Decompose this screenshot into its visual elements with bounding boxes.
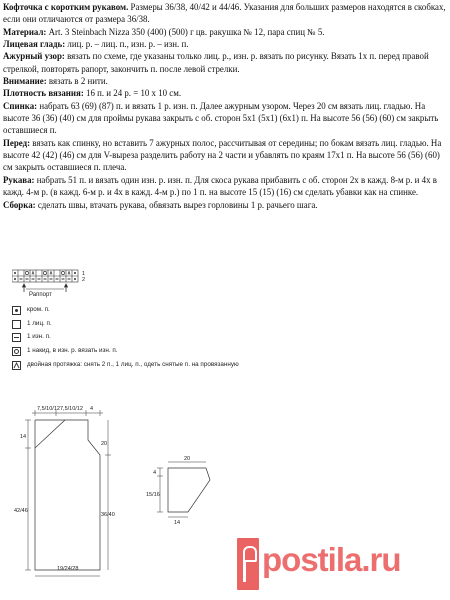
back-heading: Спинка: <box>3 100 38 111</box>
postila-logo-icon <box>237 538 259 590</box>
legend-label: кром. п. <box>27 306 50 313</box>
legend-double-decrease <box>12 361 292 370</box>
paragraph-gauge <box>3 87 447 99</box>
dash-in-square-icon <box>12 333 21 342</box>
repeat-label: Раппорт <box>29 292 52 298</box>
gauge-text: 16 п. и 24 р. = 10 х 10 см. <box>83 88 182 99</box>
paragraph-front <box>3 137 447 174</box>
paragraph-lace <box>3 50 447 75</box>
sleeve-top-measure: 20 <box>184 456 191 462</box>
legend-knit-stitch <box>12 320 52 329</box>
front-heading: Перед: <box>3 137 31 148</box>
legend-label: 1 лиц. п. <box>27 320 52 327</box>
paragraph-material <box>3 26 447 38</box>
row-number-1: 1 <box>82 271 86 277</box>
assembly-heading: Сборка: <box>3 199 36 210</box>
legend-label: двойная протяжка: снять 2 п., 1 лиц. п., одеть снятые п. на провязанную <box>27 361 239 368</box>
sleeve-small-measure: 4 <box>153 470 157 476</box>
assembly-text: сделать швы, втачать рукава, обвязать вырез горловины 1 р. рачьего шага. <box>35 199 318 210</box>
lace-chart <box>12 268 92 302</box>
stockinette-heading: Лицевая гладь: <box>3 39 66 50</box>
sleeve-outline <box>168 468 210 512</box>
paragraph-sleeves <box>3 174 447 199</box>
attention-text: вязать в 2 нити. <box>46 76 108 87</box>
left-top-measure: 14 <box>20 434 27 440</box>
left-total-measure: 42/46 <box>14 508 28 514</box>
watermark-text: postila.ru <box>262 541 401 578</box>
sleeve-left-measure: 15/16 <box>146 492 160 498</box>
top-measure-2: 7,5/10/12 <box>60 406 83 412</box>
lace-text: вязать по схеме, где указаны только лиц. р., изн. р. вязать по рисунку. Вязать 1х п. перед правой стрелкой, повторять рапорт, закончить п. после левой стрелки. <box>3 51 429 74</box>
circle-in-square-icon <box>12 347 21 356</box>
right-top-measure: 20 <box>101 441 108 447</box>
legend-label: 1 изн. п. <box>27 333 51 340</box>
repeat-arrows <box>23 284 68 292</box>
sleeves-text: набрать 51 п. и вязать один изн. р. изн. п. Для скоса рукава прибавить с об. сторон 2х в кажд. 8-м р. и 4х в кажд. 4-м р. (в кажд. 6-м р. и 4х в кажд. 4-м р.) по 1 п. на высоте 15 (15) (16) см сделать убавки как на спинке. <box>3 174 437 198</box>
bottom-measure: 19/24/28 <box>57 566 79 572</box>
row-number-2: 2 <box>82 277 86 283</box>
lace-heading: Ажурный узор: <box>3 51 65 62</box>
dot-in-square-icon <box>12 306 21 315</box>
right-total-measure: 36/40 <box>101 512 115 518</box>
back-text: набрать 63 (69) (87) п. и вязать 1 р. изн. п. Далее ажурным узором. Через 20 см вязать лиц. гладью. На высоте 36 (36) (40) см для проймы рукава закрыть с об. сторон 5х1 (5х1) (6х1) п. На высоте 56 (56) (60) см закрыть оставшиеся п. <box>3 100 439 136</box>
chart-grid <box>12 270 78 282</box>
material-heading: Материал: <box>3 26 47 37</box>
title-heading: Кофточка с коротким рукавом. <box>3 2 129 12</box>
top-measure-3: 4 <box>90 406 94 412</box>
paragraph-attention <box>3 75 447 87</box>
gauge-heading: Плотность вязания: <box>3 88 84 99</box>
legend-purl-stitch <box>12 333 51 342</box>
material-text: Art. 3 Steinbach Nizza 350 (400) (500) г цв. ракушка № 12, пара спиц № 5. <box>46 26 325 37</box>
attention-heading: Внимание: <box>3 76 47 87</box>
paragraph-back <box>3 100 447 137</box>
legend-yarn-over <box>12 347 118 356</box>
paragraph-assembly <box>3 199 447 211</box>
empty-square-icon <box>12 320 21 329</box>
double-decrease-icon <box>12 361 21 370</box>
sleeve-bottom-measure: 14 <box>174 520 181 526</box>
stockinette-text: лиц. р. – лиц. п., изн. р. – изн. п. <box>65 39 189 50</box>
legend-edge-stitch <box>12 306 50 315</box>
paragraph-title <box>3 1 447 26</box>
front-text: вязать как спинку, но вставить 7 ажурных полос, рассчитывая от середины; по бокам вязать лиц. гладью. На высоте 42 (42) (46) см для V-выреза разделить работу на 2 части и убавлять по краям 17х1 п. На высоте 56 (56) (60) см закрыть оставшиеся п. плеча. <box>3 137 442 173</box>
pattern-text <box>3 1 447 211</box>
body-outline <box>35 420 100 570</box>
legend-label: 1 накид, в изн. р. вязать изн. п. <box>27 347 118 354</box>
sleeves-heading: Рукава: <box>3 174 35 185</box>
sizes-text: Размеры 36/38, 40/42 и 44/46. Указания для больших размеров находятся в скобках, если они отличаются от размера 36/38. <box>3 2 446 25</box>
paragraph-stockinette <box>3 38 447 50</box>
top-measure-1: 7,5/10/12 <box>37 406 60 412</box>
